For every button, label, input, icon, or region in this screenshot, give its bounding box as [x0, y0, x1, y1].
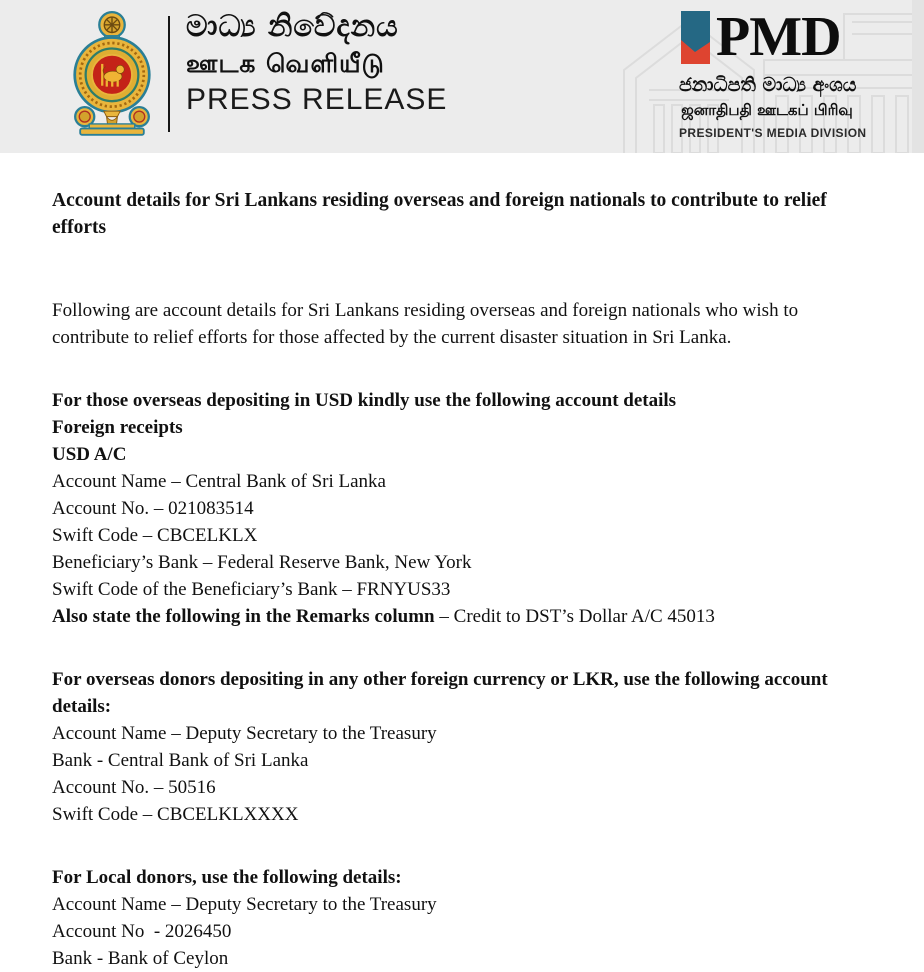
- document-title: Account details for Sri Lankans residing overseas and foreign nationals to contribute to relief efforts: [52, 190, 827, 238]
- press-release-title-sinhala: මාධ්‍ය නිවේදනය: [186, 9, 399, 44]
- detail-line: Swift Code of the Beneficiary’s Bank – FRNYUS33: [52, 579, 451, 600]
- detail-line: Swift Code – CBCELKLX: [52, 525, 258, 546]
- detail-line: Beneficiary’s Bank – Federal Reserve Bank, New York: [52, 552, 472, 573]
- intro-paragraph: Following are account details for Sri Lankans residing overseas and foreign nationals who wish to contribute to relief efforts for those affected by the current disaster situation in Sri Lanka.: [52, 300, 803, 348]
- foreign-currency-section: [52, 666, 864, 828]
- detail-line: Bank - Central Bank of Sri Lanka: [52, 750, 309, 771]
- section-heading: For those overseas depositing in USD kindly use the following account details: [52, 390, 677, 411]
- section-heading: For overseas donors depositing in any other foreign currency or LKR, use the following account details:: [52, 669, 833, 717]
- press-release-title-tamil: ஊடக வெளியீடு: [186, 49, 385, 78]
- subheading-foreign-receipts: Foreign receipts: [52, 417, 183, 438]
- pmd-branding: [679, 6, 867, 140]
- header-divider: [168, 16, 170, 132]
- press-release-titles: [186, 9, 448, 116]
- press-release-body: [0, 153, 920, 972]
- detail-line: Account No. – 021083514: [52, 498, 254, 519]
- remarks-line-bold: Also state the following in the Remarks column: [52, 606, 435, 627]
- detail-line: Account Name – Central Bank of Sri Lanka: [52, 471, 386, 492]
- detail-line: Swift Code – CBCELKLXXXX: [52, 804, 299, 825]
- pmd-name-tamil: ஜனாதிபதி ஊடகப் பிரிவு: [681, 101, 853, 119]
- pmd-name-sinhala: ජනාධිපති මාධ්‍ය අංශය: [679, 74, 857, 96]
- sri-lanka-emblem-icon: [62, 9, 162, 137]
- section-heading: For Local donors, use the following details:: [52, 867, 402, 888]
- usd-account-section: [52, 387, 864, 630]
- detail-line: Account No. – 50516: [52, 777, 216, 798]
- local-donors-section: [52, 864, 864, 972]
- pmd-logo-icon: [681, 11, 710, 64]
- remarks-line: [52, 603, 864, 630]
- press-release-header: [0, 0, 924, 153]
- pmd-acronym: PMD: [716, 6, 841, 68]
- detail-line: Bank - Bank of Ceylon: [52, 948, 229, 969]
- subheading-usd-ac: USD A/C: [52, 444, 127, 465]
- detail-line: Account Name – Deputy Secretary to the Treasury: [52, 894, 437, 915]
- press-release-title-english: PRESS RELEASE: [186, 83, 448, 116]
- remarks-line-rest: – Credit to DST’s Dollar A/C 45013: [434, 606, 715, 627]
- detail-line: Account Name – Deputy Secretary to the Treasury: [52, 723, 437, 744]
- pmd-name-english: PRESIDENT'S MEDIA DIVISION: [679, 126, 867, 140]
- detail-line: Account No - 2026450: [52, 921, 232, 942]
